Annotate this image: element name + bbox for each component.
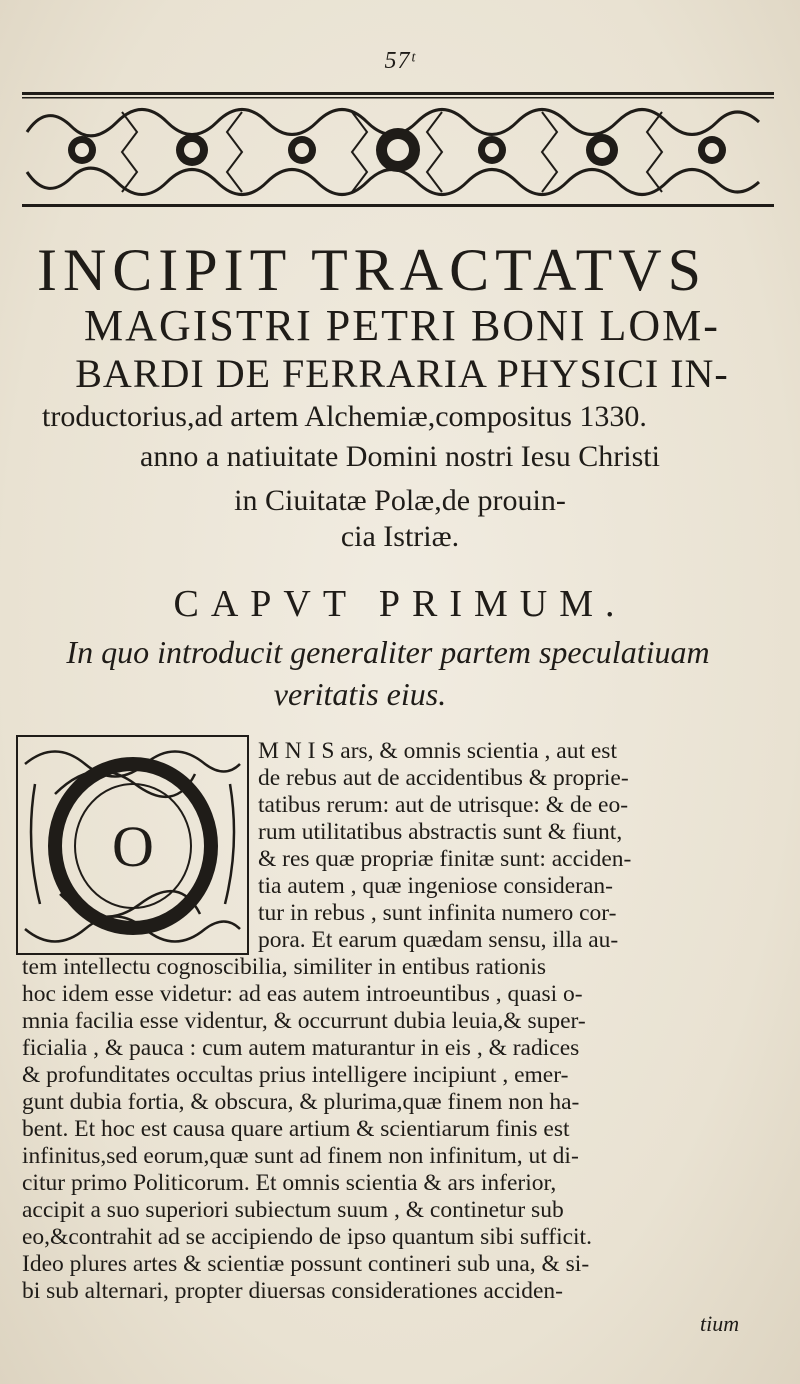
- catchword: tium: [700, 1311, 740, 1336]
- initial-ornament: [15, 734, 250, 956]
- body-line-1: M N I S ars, & omnis scientia , aut est: [258, 738, 617, 764]
- chapter-heading: CAPVT PRIMUM.: [173, 583, 627, 625]
- svg-text:O: O: [112, 814, 154, 879]
- title-line-1: INCIPIT TRACTATVS: [36, 237, 708, 303]
- signature-mark: 57ᵗ: [384, 48, 416, 74]
- body-line-2: de rebus aut de accidentibus & proprie-: [258, 765, 629, 791]
- body-line-5: & res quæ propriæ finitæ sunt: acciden-: [258, 846, 632, 872]
- body-line-14: gunt dubia fortia, & obscura, & plurima,quæ finem non ha-: [22, 1089, 580, 1115]
- body-line-6: tia autem , quæ ingeniose consideran-: [258, 873, 614, 899]
- body-line-19: eo,&contrahit ad se accipiendo de ipso quantum sibi sufficit.: [22, 1224, 592, 1250]
- body-line-16: infinitus,sed eorum,quæ sunt ad finem non infinitum, ut di-: [22, 1143, 579, 1169]
- title-line-7: cia Istriæ.: [340, 520, 460, 553]
- body-line-17: citur primo Politicorum. Et omnis scientia & ars inferior,: [22, 1170, 557, 1196]
- ornament-headpiece: [22, 92, 774, 208]
- body-line-10: hoc idem esse videtur: ad eas autem introeuntibus , quasi o-: [22, 981, 583, 1007]
- body-line-3: tatibus rerum: aut de utrisque: & de eo-: [258, 792, 629, 818]
- title-line-3: BARDI DE FERRARIA PHYSICI IN-: [75, 351, 729, 396]
- title-line-2: MAGISTRI PETRI BONI LOM-: [84, 301, 720, 350]
- body-line-15: bent. Et hoc est causa quare artium & scientiarum finis est: [22, 1116, 570, 1142]
- body-line-9: tem intellectu cognoscibilia, similiter in entibus rationis: [22, 954, 547, 980]
- body-line-20: Ideo plures artes & scientiæ possunt contineri sub una, & si-: [22, 1251, 590, 1277]
- body-line-12: ficialia , & pauca : cum autem maturantur in eis , & radices: [22, 1035, 580, 1061]
- title-line-5: anno a natiuitate Domini nostri Iesu Christi: [140, 440, 660, 473]
- body-line-18: accipit a suo superiori subiectum suum , & continetur sub: [22, 1197, 564, 1223]
- decorated-initial: [15, 734, 250, 956]
- body-line-21: bi sub alternari, propter diuersas considerationes acciden-: [22, 1278, 563, 1304]
- chapter-subtitle-2: veritatis eius.: [273, 676, 447, 712]
- chapter-subtitle-1: In quo introducit generaliter partem speculatiuam: [66, 634, 710, 670]
- body-line-13: & profunditates occultas prius intelligere incipiunt , emer-: [22, 1062, 569, 1088]
- title-line-6: in Ciuitatæ Polæ,de prouin-: [234, 484, 566, 517]
- body-line-7: tur in rebus , sunt infinita numero cor-: [258, 900, 617, 926]
- body-line-4: rum utilitatibus abstractis sunt & fiunt,: [258, 819, 623, 845]
- body-line-11: mnia facilia esse videntur, & occurrunt dubia leuia,& super-: [22, 1008, 586, 1034]
- title-line-4: troductorius,ad artem Alchemiæ,compositus 1330.: [42, 400, 647, 433]
- body-line-8: pora. Et earum quædam sensu, illa au-: [258, 927, 619, 953]
